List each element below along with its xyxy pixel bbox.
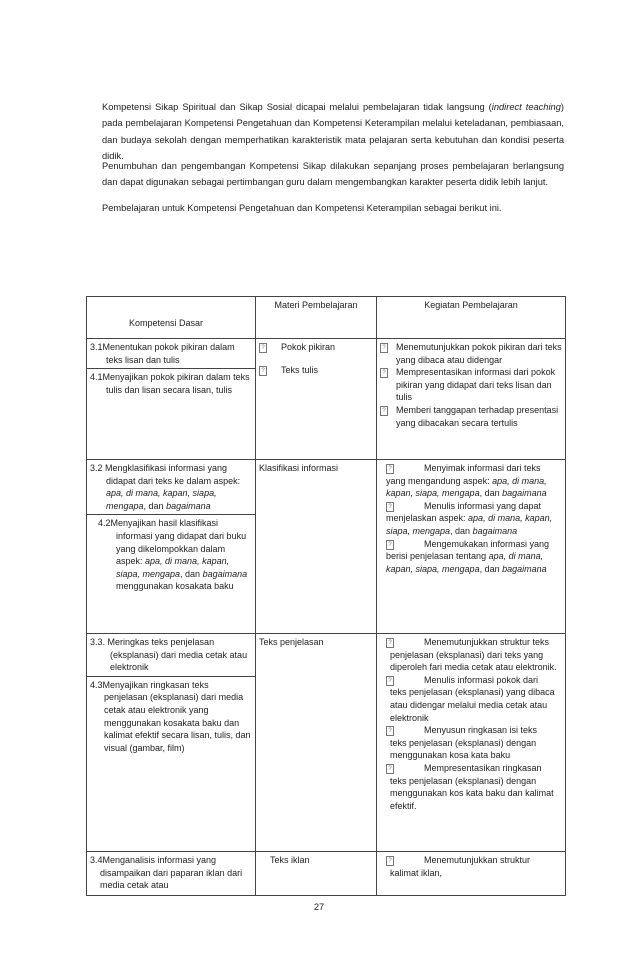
kegiatan-item: ? Menemutunjukkan struktur kalimat iklan, (383, 854, 562, 879)
table-row (87, 852, 566, 896)
kegiatan-item: ? Mempresentasikan informasi dari pokok pikiran yang didapat dari teks lisan dan tulis (380, 366, 562, 404)
materi-cell: Teks iklan (256, 852, 377, 896)
kegiatan-item: ? Menulis informasi pokok dari teks penjelasan (eksplanasi) yang dibaca atau didengar melalui media cetak atau elektronik (383, 674, 562, 724)
kd-cell (87, 460, 256, 634)
bullet-icon: ? (386, 638, 394, 648)
materi-item: ? Teks tulis (259, 364, 373, 377)
bullet-icon: ? (386, 502, 394, 512)
materi-item: ? Pokok pikiran (259, 341, 373, 354)
bullet-icon: ? (386, 726, 394, 736)
bullet-icon: ? (386, 856, 394, 866)
kegiatan-item: ? Mempresentasikan ringkasan teks penjelasan (eksplanasi) dengan menggunakan kos kata baku dan kalimat efektif. (383, 762, 562, 812)
materi-cell: Klasifikasi informasi (256, 460, 377, 634)
bullet-icon: ? (380, 343, 388, 353)
kd-3-4: 3.4Menganalisis informasi yang disampaikan dari paparan iklan dari media cetak atau (90, 855, 243, 891)
page-number: 27 (313, 902, 325, 912)
kegiatan-item: ? Menemutunjukkan struktur teks penjelasan (eksplanasi) dari teks yang diperoleh fari media cetak atau elektronik. (383, 636, 562, 674)
kd-cell (87, 852, 256, 896)
kegiatan-item: ? Menyimak informasi dari teks yang mengandung aspek: apa, di mana, kapan, siapa, mengapa, dan bagaimana (386, 463, 547, 499)
bullet-icon: ? (380, 368, 388, 378)
bullet-icon: ? (386, 540, 394, 550)
table-row (87, 634, 566, 852)
kd-4-3: 4.3Menyajikan ringkasan teks penjelasan (eksplanasi) dari media cetak atau elektronik yang menggunakan kosakata baku dan kalimat efektif secara lisan, tulis, dan visual (gambar, film) (87, 676, 255, 757)
kegiatan-item: ? Memberi tanggapan terhadap presentasi yang dibacakan secara tertulis (380, 404, 562, 429)
kd-4-2: 4.2Menyajikan hasil klasifikasi informasi yang didapat dari buku yang dikelompokkan dalam aspek: apa, di mana, kapan, siapa, mengapa, dan bagaimana menggunakan kosakata baku (87, 514, 255, 595)
table-row (87, 339, 566, 460)
kd-4-1: 4.1Menyajikan pokok pikiran dalam teks tulis dan lisan secara lisan, tulis (87, 368, 255, 398)
table-header-row (87, 297, 566, 339)
materi-cell: Teks penjelasan (256, 634, 377, 852)
header-kompetensi: Kompetensi Dasar (87, 297, 256, 339)
kegiatan-cell (377, 634, 566, 852)
bullet-icon: ? (259, 366, 267, 376)
intro-paragraph-1: Kompetensi Sikap Spiritual dan Sikap Sosial dicapai melalui pembelajaran tidak langsung (indirect teaching) pada pembelajaran Kompetensi Pengetahuan dan Kompetensi Keterampilan melalui keteladanan, pembiasaan, dan budaya sekolah dengan memperhatikan karakteristik mata pelajaran serta kebutuhan dan kondisi peserta didik. (102, 102, 564, 161)
kd-3-1: 3.1Menentukan pokok pikiran dalam teks lisan dan tulis (90, 342, 235, 365)
bullet-icon: ? (259, 343, 267, 353)
bullet-icon: ? (386, 764, 394, 774)
bullet-icon: ? (386, 464, 394, 474)
competency-table (86, 296, 566, 896)
kegiatan-item: ? Menemutunjukkan pokok pikiran dari teks yang dibaca atau didengar (380, 341, 562, 366)
header-kegiatan: Kegiatan Pembelajaran (377, 297, 566, 339)
kegiatan-cell (377, 460, 566, 634)
intro-paragraph-2: Penumbuhan dan pengembangan Kompetensi Sikap dilakukan sepanjang proses pembelajaran berlangsung dan dapat digunakan sebagai pertimbangan guru dalam mengembangkan karakter peserta didik lebih lanjut. (102, 161, 564, 188)
header-materi: Materi Pembelajaran (256, 297, 377, 339)
bullet-icon: ? (380, 406, 388, 416)
kd-cell (87, 634, 256, 852)
materi-cell (256, 339, 377, 460)
intro-paragraph-3: Pembelajaran untuk Kompetensi Pengetahuan dan Kompetensi Keterampilan sebagai berikut ini. (102, 203, 502, 213)
table-row (87, 460, 566, 634)
kd-3-2: 3.2 Mengklasifikasi informasi yang didapat dari teks ke dalam aspek: apa, di mana, kapan, siapa, mengapa, dan bagaimana (90, 463, 241, 511)
kd-cell (87, 339, 256, 460)
kegiatan-item: ? Menyusun ringkasan isi teks teks penjelasan (eksplanasi) dengan menggunakan kosa kata baku (383, 724, 562, 762)
kegiatan-item: ? Menulis informasi yang dapat menjelaskan aspek: apa, di mana, kapan, siapa, mengapa, dan bagaimana (386, 500, 553, 536)
kd-3-3: 3.3. Meringkas teks penjelasan (eksplanasi) dari media cetak atau elektronik (90, 637, 248, 673)
bullet-icon: ? (386, 676, 394, 686)
kegiatan-cell (377, 339, 566, 460)
kegiatan-item: ? Mengemukakan informasi yang berisi penjelasan tentang apa, di mana, kapan, siapa, mengapa, dan bagaimana (386, 538, 550, 574)
kegiatan-cell (377, 852, 566, 896)
